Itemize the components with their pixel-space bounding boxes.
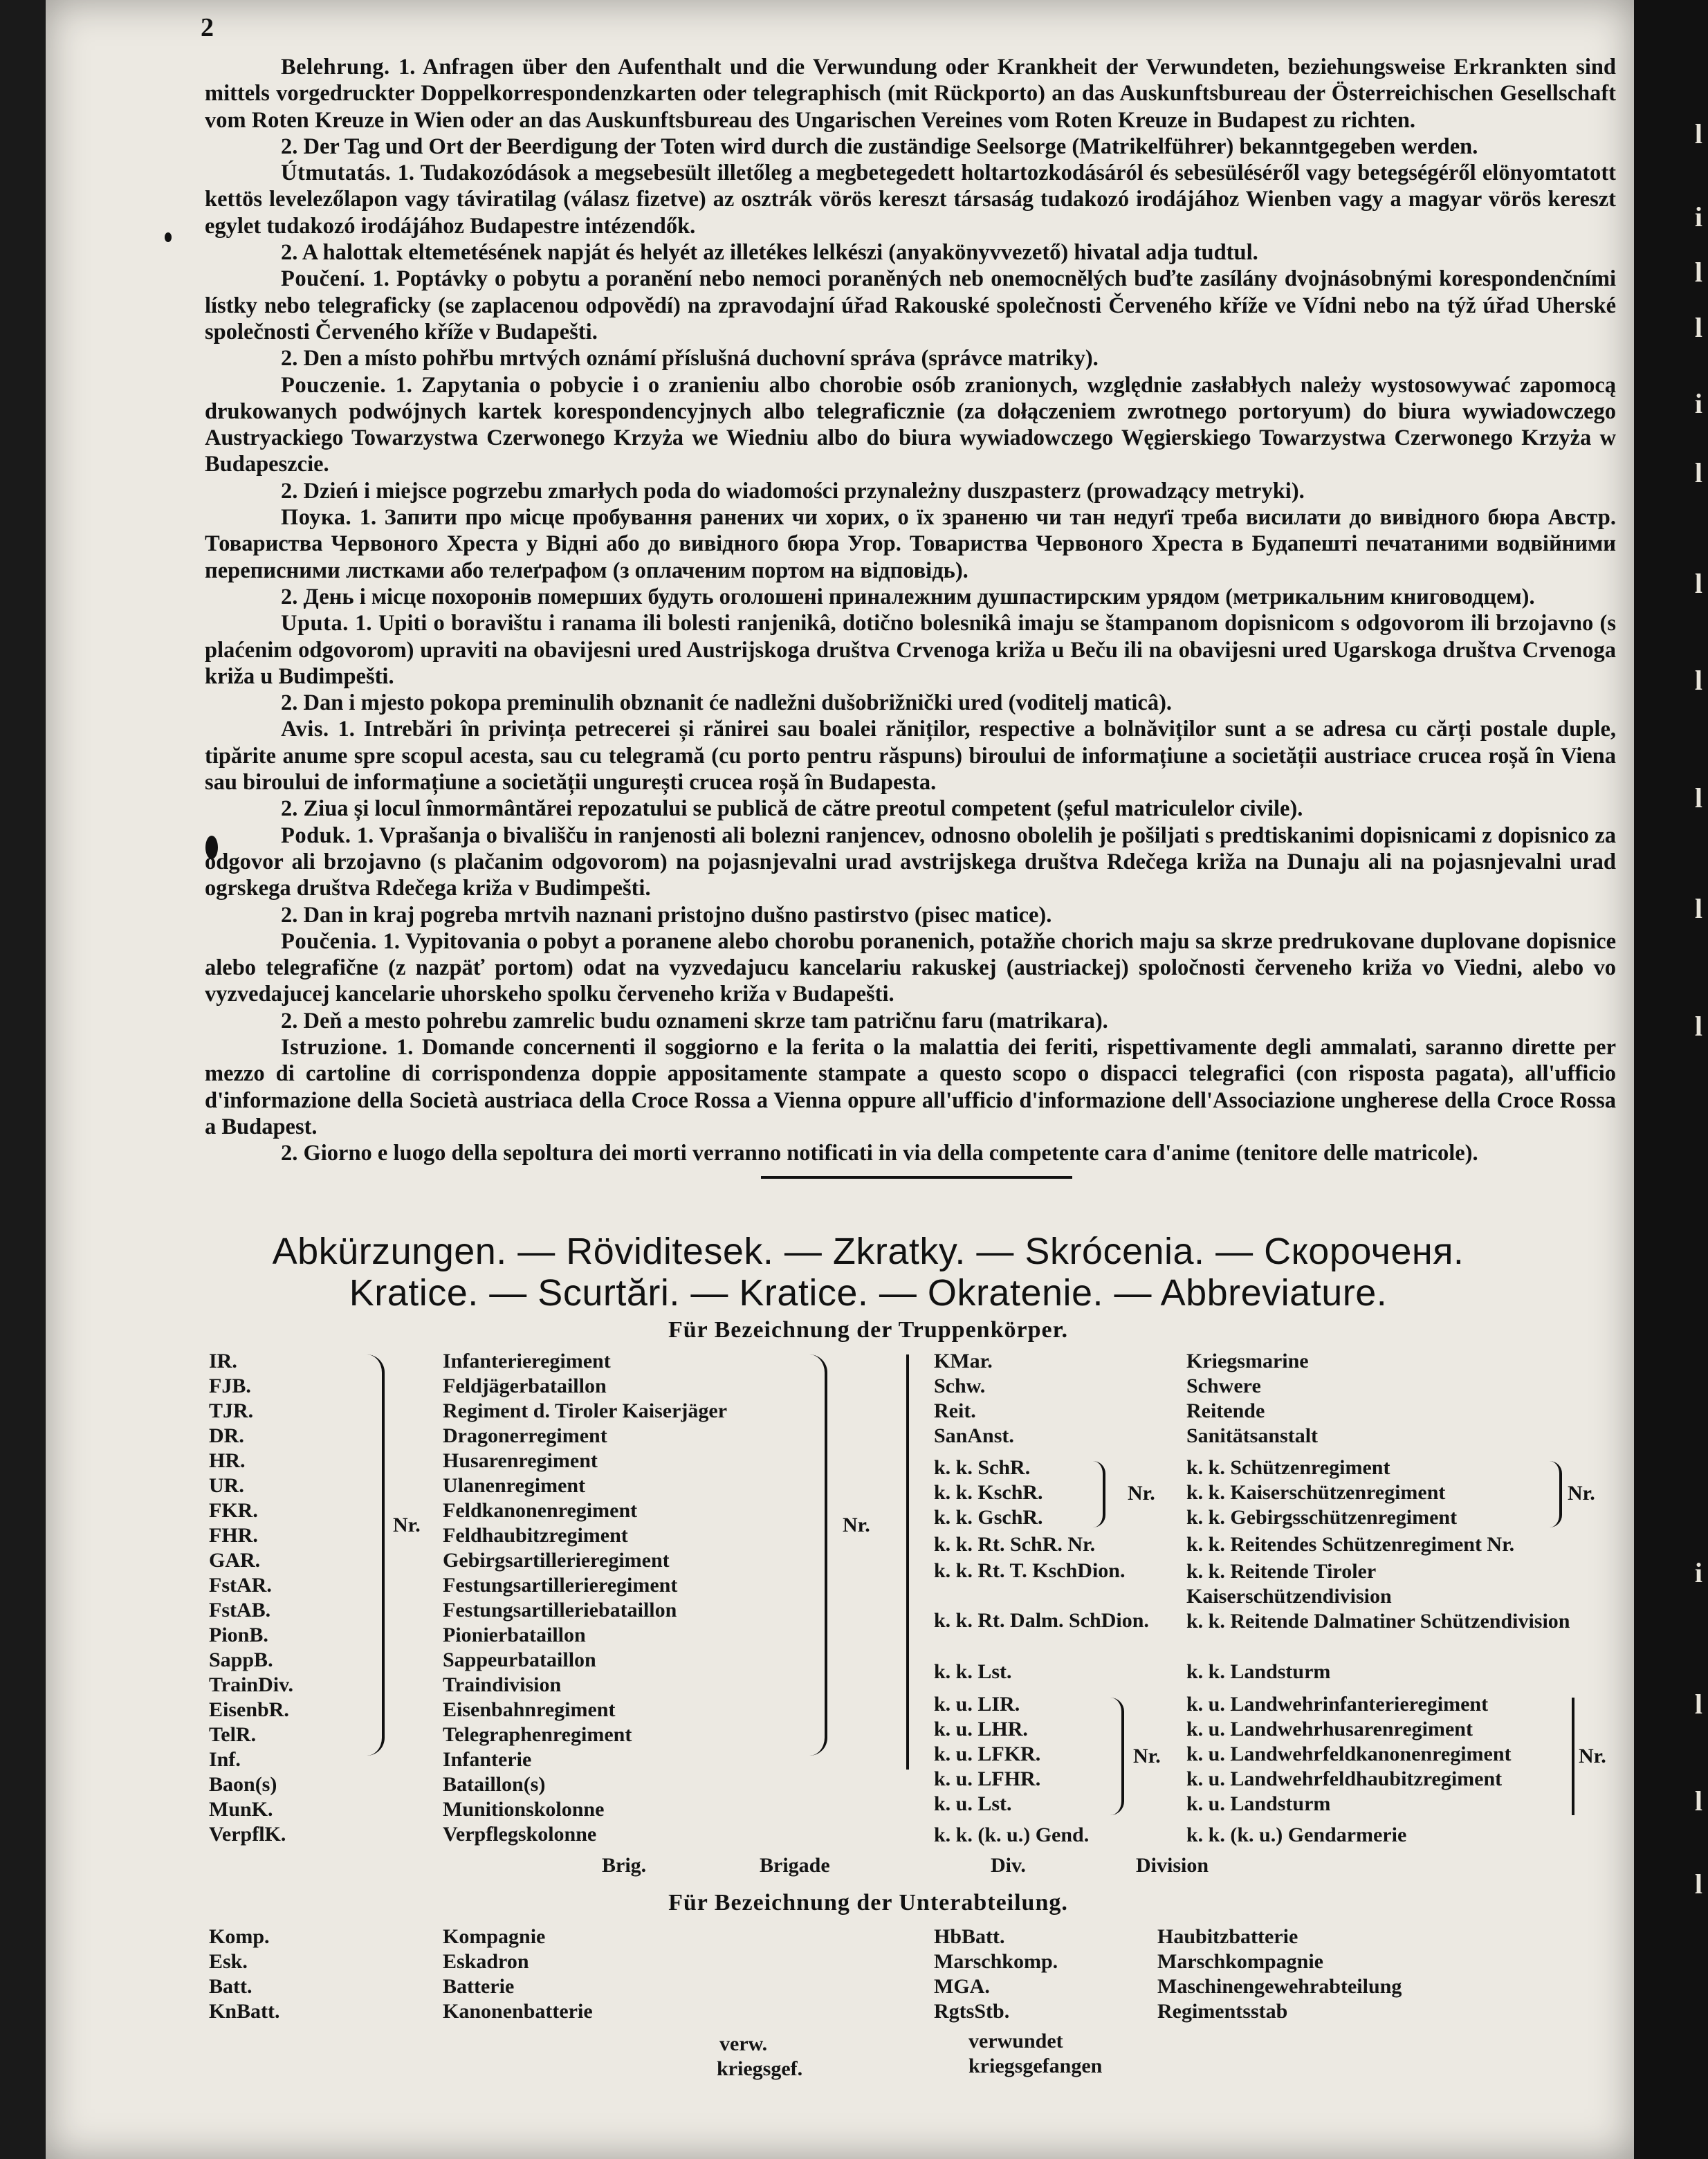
edge-letter: l — [1694, 568, 1702, 599]
abbr: SappB. — [209, 1648, 273, 1671]
abbr: EisenbR. — [209, 1698, 289, 1721]
fullname: k. u. Landwehrfeldkanonenregiment — [1186, 1743, 1512, 1765]
fullname: k. k. Gebirgsschützenregiment — [1186, 1506, 1458, 1529]
abbr: k. u. LFHR. — [934, 1767, 1041, 1790]
fullname: Munitionskolonne — [443, 1798, 605, 1821]
abbr: HbBatt. — [934, 1925, 1005, 1948]
sub-left-full-column — [443, 1924, 593, 2024]
instructions-block — [205, 54, 1616, 1166]
instruction-czech-p2: 2. Den a místo pohřbu mrtvých oznámí příslušná duchovní správa (správce matriky). — [281, 346, 1099, 371]
abbr: UR. — [209, 1474, 244, 1497]
landwehr-abbr-column — [934, 1692, 1040, 1817]
page-number: 2 — [201, 13, 214, 42]
abbr: KMar. — [934, 1350, 993, 1372]
abbr: Komp. — [209, 1925, 270, 1948]
abbr: k. u. LFKR. — [934, 1743, 1041, 1765]
abbr: Schw. — [934, 1375, 986, 1397]
abbr: k. u. LHR. — [934, 1718, 1028, 1740]
fullname: Feldkanonenregiment — [443, 1499, 638, 1522]
instruction-polish-p2: 2. Dzień i miejsce pogrzebu zmarłych poda do wiadomości przynależny duszpasterz (prowadzący metryki). — [281, 478, 1305, 504]
fullname: Gebirgsartillerieregiment — [443, 1549, 670, 1572]
abbr: KnBatt. — [209, 2000, 280, 2023]
edge-letter: l — [1694, 1689, 1702, 1720]
fullname: Eisenbahnregiment — [443, 1698, 616, 1721]
schuetzen-full-brace — [1550, 1461, 1562, 1527]
fullname: Telegraphenregiment — [443, 1723, 632, 1746]
right-top-full-column — [1186, 1349, 1318, 1449]
right-top-abbr-column — [934, 1349, 1014, 1449]
edge-letter: l — [1694, 457, 1702, 488]
landwehr-full-brace — [1565, 1698, 1574, 1815]
abbr: k. k. Rt. SchR. Nr. — [934, 1533, 1096, 1556]
left-abbreviation-column — [209, 1349, 293, 1847]
abbr: SanAnst. — [934, 1424, 1014, 1447]
section-troop-units-title: Für Bezeichnung der Truppenkörper. — [668, 1317, 1069, 1343]
edge-letter: i — [1694, 1557, 1702, 1588]
abbr: k. u. LIR. — [934, 1693, 1020, 1716]
fullname: Kriegsmarine — [1186, 1350, 1309, 1372]
abbr: Inf. — [209, 1748, 241, 1771]
abbr: k. k. Rt. Dalm. SchDion. — [934, 1609, 1149, 1632]
fullname: k. u. Landwehrhusarenregiment — [1186, 1718, 1473, 1740]
schuetzen-nr-label: Nr. — [1128, 1482, 1155, 1505]
abbr: verw. — [719, 2032, 768, 2055]
sub-right-abbr-column — [934, 1924, 1058, 2024]
fullname: k. k. (k. u.) Gendarmerie — [1186, 1823, 1407, 1846]
abbr: k. k. Lst. — [934, 1660, 1012, 1683]
instruction-slovenian-p2: 2. Dan in kraj pogreba mrtvih naznani pristojno dušno pastirstvo (pisec matice). — [281, 902, 1052, 928]
edge-letter: l — [1694, 665, 1702, 696]
abbr: Marschkomp. — [934, 1950, 1058, 1973]
fullname: Bataillon(s) — [443, 1773, 546, 1796]
fullname: Maschinengewehrabteilung — [1157, 1975, 1402, 1998]
abbr: Brig. — [602, 1854, 647, 1877]
left-fullname-column — [443, 1349, 727, 1847]
fullname: k. k. Kaiserschützenregiment — [1186, 1481, 1446, 1504]
schuetzen-full-nr-label: Nr. — [1568, 1482, 1595, 1505]
section-divider — [761, 1176, 1072, 1179]
sub-right-full-column — [1157, 1924, 1402, 2024]
fullname: k. k. Reitende Tiroler Kaiserschützendivision — [1186, 1560, 1392, 1608]
abbr: DR. — [209, 1424, 244, 1447]
abbr: Div. — [991, 1854, 1026, 1877]
abbr: MGA. — [934, 1975, 990, 1998]
fullname: Sanitätsanstalt — [1186, 1424, 1319, 1447]
abbr: Reit. — [934, 1399, 976, 1422]
abbr: IR. — [209, 1350, 237, 1372]
schuetzen-full-column — [1186, 1455, 1457, 1530]
fullname: Traindivision — [443, 1673, 562, 1696]
abbreviations-headline-line2: Kratice. — Scurtări. — Kratice. — Okratenie. — Abbreviature. — [349, 1272, 1388, 1314]
abbr: TrainDiv. — [209, 1673, 293, 1696]
instruction-ruthenian-p2: 2. День і місце похоронів померших будуть оголошені приналежним душпастирским урядом (метрикальним книговодцем). — [281, 584, 1535, 609]
instruction-polish-p1: Pouczenie. 1. Zapytania o pobycie i o zranieniu albo chorobie osób zranionych, względnie zasłabłych należy wystosowywać zapomocą drukowanych podwójnych kartek korespondencyjnych albo telegraficznie (za dołączeniem zwrotnego portoryum) do biura wywiadowczego Austryackiego Towarzystwa Czerwonego Krzyża we Wiedniu albo do biura wywiadowczego Węgierskiego Towarzystwa Czerwonego Krzyża w Budapeszcie. — [205, 372, 1617, 477]
abbr: TelR. — [209, 1723, 257, 1746]
fullname: Reitende — [1186, 1399, 1265, 1422]
edge-letter: i — [1694, 388, 1702, 419]
section-subunits-title: Für Bezeichnung der Unterabteilung. — [668, 1890, 1068, 1915]
fullname: Dragonerregiment — [443, 1424, 607, 1447]
instruction-slovak-p2: 2. Deň a mesto pohrebu zamrelic budu oznameni skrze tam patričnu faru (matrikara). — [281, 1008, 1108, 1033]
instruction-romanian-p2: 2. Ziua și locul înmormântărei repozatului se publică de către preotul competent (șeful matriculelor civile). — [281, 796, 1303, 822]
abbr: MunK. — [209, 1798, 273, 1821]
left-fullname-brace — [809, 1354, 827, 1756]
fullname: Sappeurbataillon — [443, 1648, 596, 1671]
abbr: k. k. (k. u.) Gend. — [934, 1823, 1090, 1846]
instruction-german-p2: 2. Der Tag und Ort der Beerdigung der Toten wird durch die zuständige Seelsorge (Matrikelführer) bekanntgegeben werden. — [281, 134, 1478, 159]
abbr: FHR. — [209, 1524, 258, 1547]
fullname: k. k. Reitende Dalmatiner Schützendivision — [1186, 1610, 1570, 1633]
left-nr-label: Nr. — [393, 1514, 421, 1536]
fullname: k. u. Landwehrfeldhaubitzregiment — [1186, 1767, 1503, 1790]
fullname: Verpflegskolonne — [443, 1823, 597, 1846]
fullname: k. k. Landsturm — [1186, 1660, 1331, 1683]
fullname: Kompagnie — [443, 1925, 546, 1948]
schuetzen-abbr-column — [934, 1455, 1043, 1530]
abbr: k. k. KschR. — [934, 1481, 1043, 1504]
instruction-slovenian-p1: Poduk. 1. Vprašanja o bivališču in ranjenosti ali bolezni ranjencev, odnosno obolelih je pošiljati s predtiskanimi dopisnicami z dopisnico za odgovor ali brzojavno (s plačanim odgovorom) na pojasnjevalni urad avstrijskega društva Rdečega križa na Dunaju ali na pojasnjevalni urad ogrskega društva Rdečega križa v Budimpešti. — [205, 823, 1616, 901]
abbr: FJB. — [209, 1375, 251, 1397]
landwehr-full-nr-label: Nr. — [1579, 1745, 1606, 1767]
fullname: Pionierbataillon — [443, 1624, 586, 1646]
fullname: Ulanenregiment — [443, 1474, 586, 1497]
edge-letter: l — [1694, 257, 1702, 288]
edge-letter: l — [1694, 782, 1702, 814]
fullname: Brigade — [760, 1854, 830, 1877]
instruction-ruthenian-p1: Поука. 1. Запити про місце пробування ранених чи хорих, о їх зраненю чи тан недуґї треба висилати до вивідного бюра Австр. Товариства Червоного Хреста у Відні або до вивідного бюра Угор. Товариства Червоного Хреста в Будапешті печатаними водвійними переписними листками або телеґрафом (з оплаченим портом на відповідь). — [205, 505, 1616, 583]
abbr: k. k. Rt. T. KschDion. — [934, 1559, 1126, 1582]
abbr: k. u. Lst. — [934, 1792, 1012, 1815]
landwehr-full-column — [1186, 1692, 1512, 1817]
fullname: Feldhaubitzregiment — [443, 1524, 628, 1547]
edge-letter: l — [1694, 118, 1702, 149]
ink-spot — [165, 232, 172, 242]
fullname: verwundet — [968, 2030, 1063, 2052]
abbr: VerpflK. — [209, 1823, 286, 1846]
abbr: k. k. SchR. — [934, 1456, 1031, 1479]
column-separator — [906, 1354, 912, 1770]
fullname: k. k. Reitendes Schützenregiment Nr. — [1186, 1533, 1515, 1556]
fullname: Feldjägerbataillon — [443, 1375, 607, 1397]
instruction-hungarian-p2: 2. A halottak eltemetésének napját és helyét az illetékes lelkészi (anyakönyvvezető) hivatal adja tudtul. — [281, 240, 1258, 266]
edge-letter: l — [1694, 893, 1702, 924]
fullname: Infanterieregiment — [443, 1350, 611, 1372]
fullname: k. u. Landsturm — [1186, 1792, 1331, 1815]
abbr: TJR. — [209, 1399, 254, 1422]
fullname: Festungsartillerieregiment — [443, 1574, 678, 1597]
fullname: Division — [1136, 1854, 1209, 1877]
fullname: kriegsgefangen — [968, 2055, 1103, 2077]
abbr: GAR. — [209, 1549, 261, 1572]
edge-letter: l — [1694, 312, 1702, 343]
abbreviations-headline-line1: Abkürzungen. — Röviditesek. — Zkratky. — Skrócenia. — Скороченя. — [272, 1231, 1464, 1272]
abbr: HR. — [209, 1449, 246, 1472]
landwehr-nr-label: Nr. — [1133, 1745, 1161, 1767]
instruction-czech-p1: Poučení. 1. Poptávky o pobytu a poranění nebo nemoci poraněných neb onemocnělých buďte zasílány dvojnásobnými korespondenčními lístky nebo telegraficky (se zaplacenou odpovědí) na zpravodajní úřad Rakouské společnosti Červeného kříže ve Vídni nebo na týž úřad Uherské společnosti Červeného kříže v Budapešti. — [205, 266, 1616, 344]
abbr: k. k. GschR. — [934, 1506, 1043, 1529]
instruction-italian-p2: 2. Giorno e luogo della sepoltura dei morti verranno notificati in via della competente cara d'anime (tenitore delle matricole). — [281, 1141, 1478, 1166]
abbr: kriegsgef. — [717, 2057, 803, 2080]
fullname: Regimentsstab — [1157, 2000, 1288, 2023]
landwehr-brace — [1110, 1698, 1124, 1815]
fullname: Kanonenbatterie — [443, 2000, 593, 2023]
fullname: Eskadron — [443, 1950, 529, 1973]
abbr: Baon(s) — [209, 1773, 277, 1796]
fullname: Regiment d. Tiroler Kaiserjäger — [443, 1399, 728, 1422]
instruction-slovak-p1: Poučenia. 1. Vypitovania o pobyt a poranene alebo chorobu poranenich, potažňe chorich maju sa skrze predrukovane duplovane dopisnice alebo telegrafične (z nazpäť portom) odat na vyzvedajucu kancelariu rakuskej (austriackej) spoločnosti červeneho križa vo Viedni, alebo vo vyzvedajucej kancelarie uhorskeho spolku červeneho križa v Budapešti. — [205, 928, 1616, 1007]
fullname: Batterie — [443, 1975, 515, 1998]
schuetzen-brace — [1093, 1461, 1105, 1527]
edge-letter: l — [1694, 1785, 1702, 1817]
abbr: RgtsStb. — [934, 2000, 1010, 2023]
instruction-german-p1: Belehrung. 1. Anfragen über den Aufenthalt und die Verwundung oder Krankheit der Verwundeten, beziehungsweise Erkrankten sind mittels vorgedruckter Doppelkorrespondenzkarten oder telegraphisch (mit Rückporto) an das Auskunftsbureau der Österreichischen Gesellschaft vom Roten Kreuze in Wien oder an das Auskunftsbureau des Ungarischen Vereines vom Roten Kreuze in Budapest zu richten. — [205, 55, 1617, 133]
instruction-hungarian-p1: Útmutatás. 1. Tudakozódások a megsebesült illetőleg a megbetegedett holtartozkodásáról és sebesüléséről vagy betegségéről elönyomtatott kettös levelezőlapon vagy táviratilag (válasz fizetve) az osztrák vörös kereszt társaság tudakozó irodájához Wienben vagy a magyar vörös kereszt egylet tudakozó irodájához Budapestre intézendők. — [205, 160, 1617, 239]
instruction-italian-p1: Istruzione. 1. Domande concernenti il soggiorno e la ferita o la malattia dei feriti, rispettivamente degli ammalati, saranno dirette per mezzo di cartoline di corrispondenza doppie appositamente stampate a questo scopo o dispacci telegrafici (con risposta pagata), all'ufficio d'informazione della Società austriaca della Croce Rossa a Vienna oppure all'ufficio d'informazione dell'Associazione ungherese della Croce Rossa a Budapest. — [205, 1034, 1617, 1139]
fullname: Marschkompagnie — [1157, 1950, 1323, 1973]
fullname: Husarenregiment — [443, 1449, 598, 1472]
left-group-brace — [367, 1354, 385, 1756]
instruction-romanian-p1: Avis. 1. Intrebări în privința petrecerei și rănirei sau boalei răniților, respective a bolnăviților sunt a se adresa cu cărți postale duple, tipărite anume spre scopul acesta, sau cu telegramă (cu porto pentru răspuns) biroului de informațiune a societății austriace crucea roșă în Viena sau biroului de informațiune a societății ungurești crucea roșă în Budapesta. — [205, 717, 1616, 796]
instruction-croatian-p1: Uputa. 1. Upiti o boravištu i ranama ili bolesti ranjenikâ, dotično bolesnikâ imaju se štampanom dopisnicom s odgovorom ili brzojavno (s plaćenim odgovorom) upraviti na obavijesni ured Austrijskoga društva Crvenoga križa u Beču ili na obavijesni ured Ugarskoga društva Crvenoga križa u Budimpešti. — [205, 611, 1617, 689]
sub-left-abbr-column — [209, 1924, 280, 2024]
abbr: PionB. — [209, 1624, 268, 1646]
abbr: FstAR. — [209, 1574, 272, 1597]
fullname: Schwere — [1186, 1375, 1261, 1397]
fullname: k. u. Landwehrinfanterieregiment — [1186, 1693, 1489, 1716]
abbr: Batt. — [209, 1975, 252, 1998]
left-fullname-nr-label: Nr. — [843, 1514, 870, 1536]
facing-page-strip — [1634, 0, 1708, 2159]
edge-letter: i — [1694, 201, 1702, 232]
fullname: Infanterie — [443, 1748, 532, 1771]
instruction-croatian-p2: 2. Dan i mjesto pokopa preminulih obznanit će nadležni dušobrižnički ured (voditelj maticâ). — [281, 690, 1173, 716]
abbr: Esk. — [209, 1950, 248, 1973]
edge-letter: l — [1694, 1011, 1702, 1042]
fullname: Festungsartilleriebataillon — [443, 1599, 677, 1621]
edge-letter: l — [1694, 1868, 1702, 1900]
fullname: k. k. Schützenregiment — [1186, 1456, 1390, 1479]
abbr: FstAB. — [209, 1599, 271, 1621]
fullname: Haubitzbatterie — [1157, 1925, 1298, 1948]
abbr: FKR. — [209, 1499, 258, 1522]
